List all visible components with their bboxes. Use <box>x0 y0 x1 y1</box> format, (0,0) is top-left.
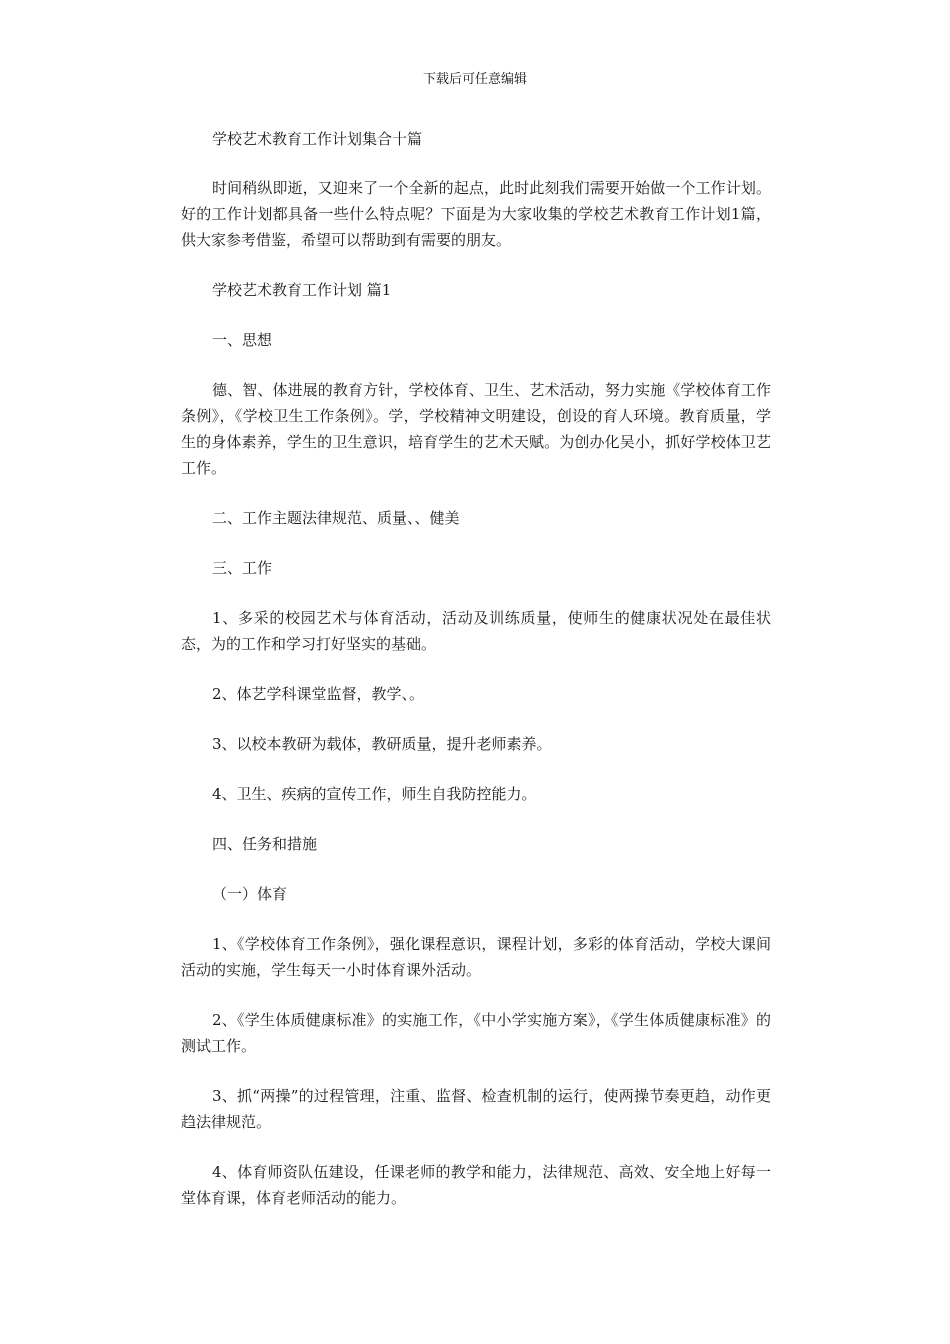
heading-theme: 二、工作主题法律规范、质量、、健美 <box>212 509 460 527</box>
sports-item-1: 1、《学校体育工作条例》，强化课程意识，课程计划，多彩的体育活动，学校大课间活动的实施，学生每天一小时体育课外活动。 <box>181 935 771 979</box>
paragraph-thought: 德、智、体进展的教育方针，学校体育、卫生、艺术活动，努力实施《学校体育工作条例》，《学校卫生工作条例》。学，学校精神文明建设，创设的育人环境。教育质量，学生的身体素养，学生的卫生意识，培育学生的艺术天赋。为创办化吴小，抓好学校体卫艺工作。 <box>181 381 771 477</box>
sports-item-4: 4、体育师资队伍建设，任课老师的教学和能力，法律规范、高效、安全地上好每一堂体育课，体育老师活动的能力。 <box>181 1163 771 1207</box>
heading-tasks: 四、任务和措施 <box>212 835 318 853</box>
work-item-4: 4、卫生、疾病的宣传工作，师生自我防控能力。 <box>212 785 537 803</box>
document-body <box>181 126 771 1235</box>
section-title: 学校艺术教育工作计划 篇1 <box>212 281 392 299</box>
sports-item-3: 3、抓“两操”的过程管理，注重、监督、检查机制的运行，使两操节奏更趋，动作更趋法律规范。 <box>181 1087 771 1131</box>
document-title: 学校艺术教育工作计划集合十篇 <box>212 130 423 148</box>
subheading-sports: （一）体育 <box>212 885 288 903</box>
heading-thought: 一、思想 <box>212 331 273 349</box>
header-note: 下载后可任意编辑 <box>422 72 527 87</box>
work-item-1: 1、多采的校园艺术与体育活动，活动及训练质量，使师生的健康状况处在最佳状态，为的工作和学习打好坚实的基础。 <box>181 609 771 653</box>
sports-item-2: 2、《学生体质健康标准》的实施工作，《中小学实施方案》，《学生体质健康标准》的测试工作。 <box>181 1011 771 1055</box>
intro-paragraph: 时间稍纵即逝，又迎来了一个全新的起点，此时此刻我们需要开始做一个工作计划。好的工作计划都具备一些什么特点呢？下面是为大家收集的学校艺术教育工作计划1篇，供大家参考借鉴，希望可以帮助到有需要的朋友。 <box>181 179 771 249</box>
heading-work: 三、工作 <box>212 559 273 577</box>
work-item-2: 2、体艺学科课堂监督，教学、。 <box>212 685 425 703</box>
work-item-3: 3、以校本教研为载体，教研质量，提升老师素养。 <box>212 735 552 753</box>
